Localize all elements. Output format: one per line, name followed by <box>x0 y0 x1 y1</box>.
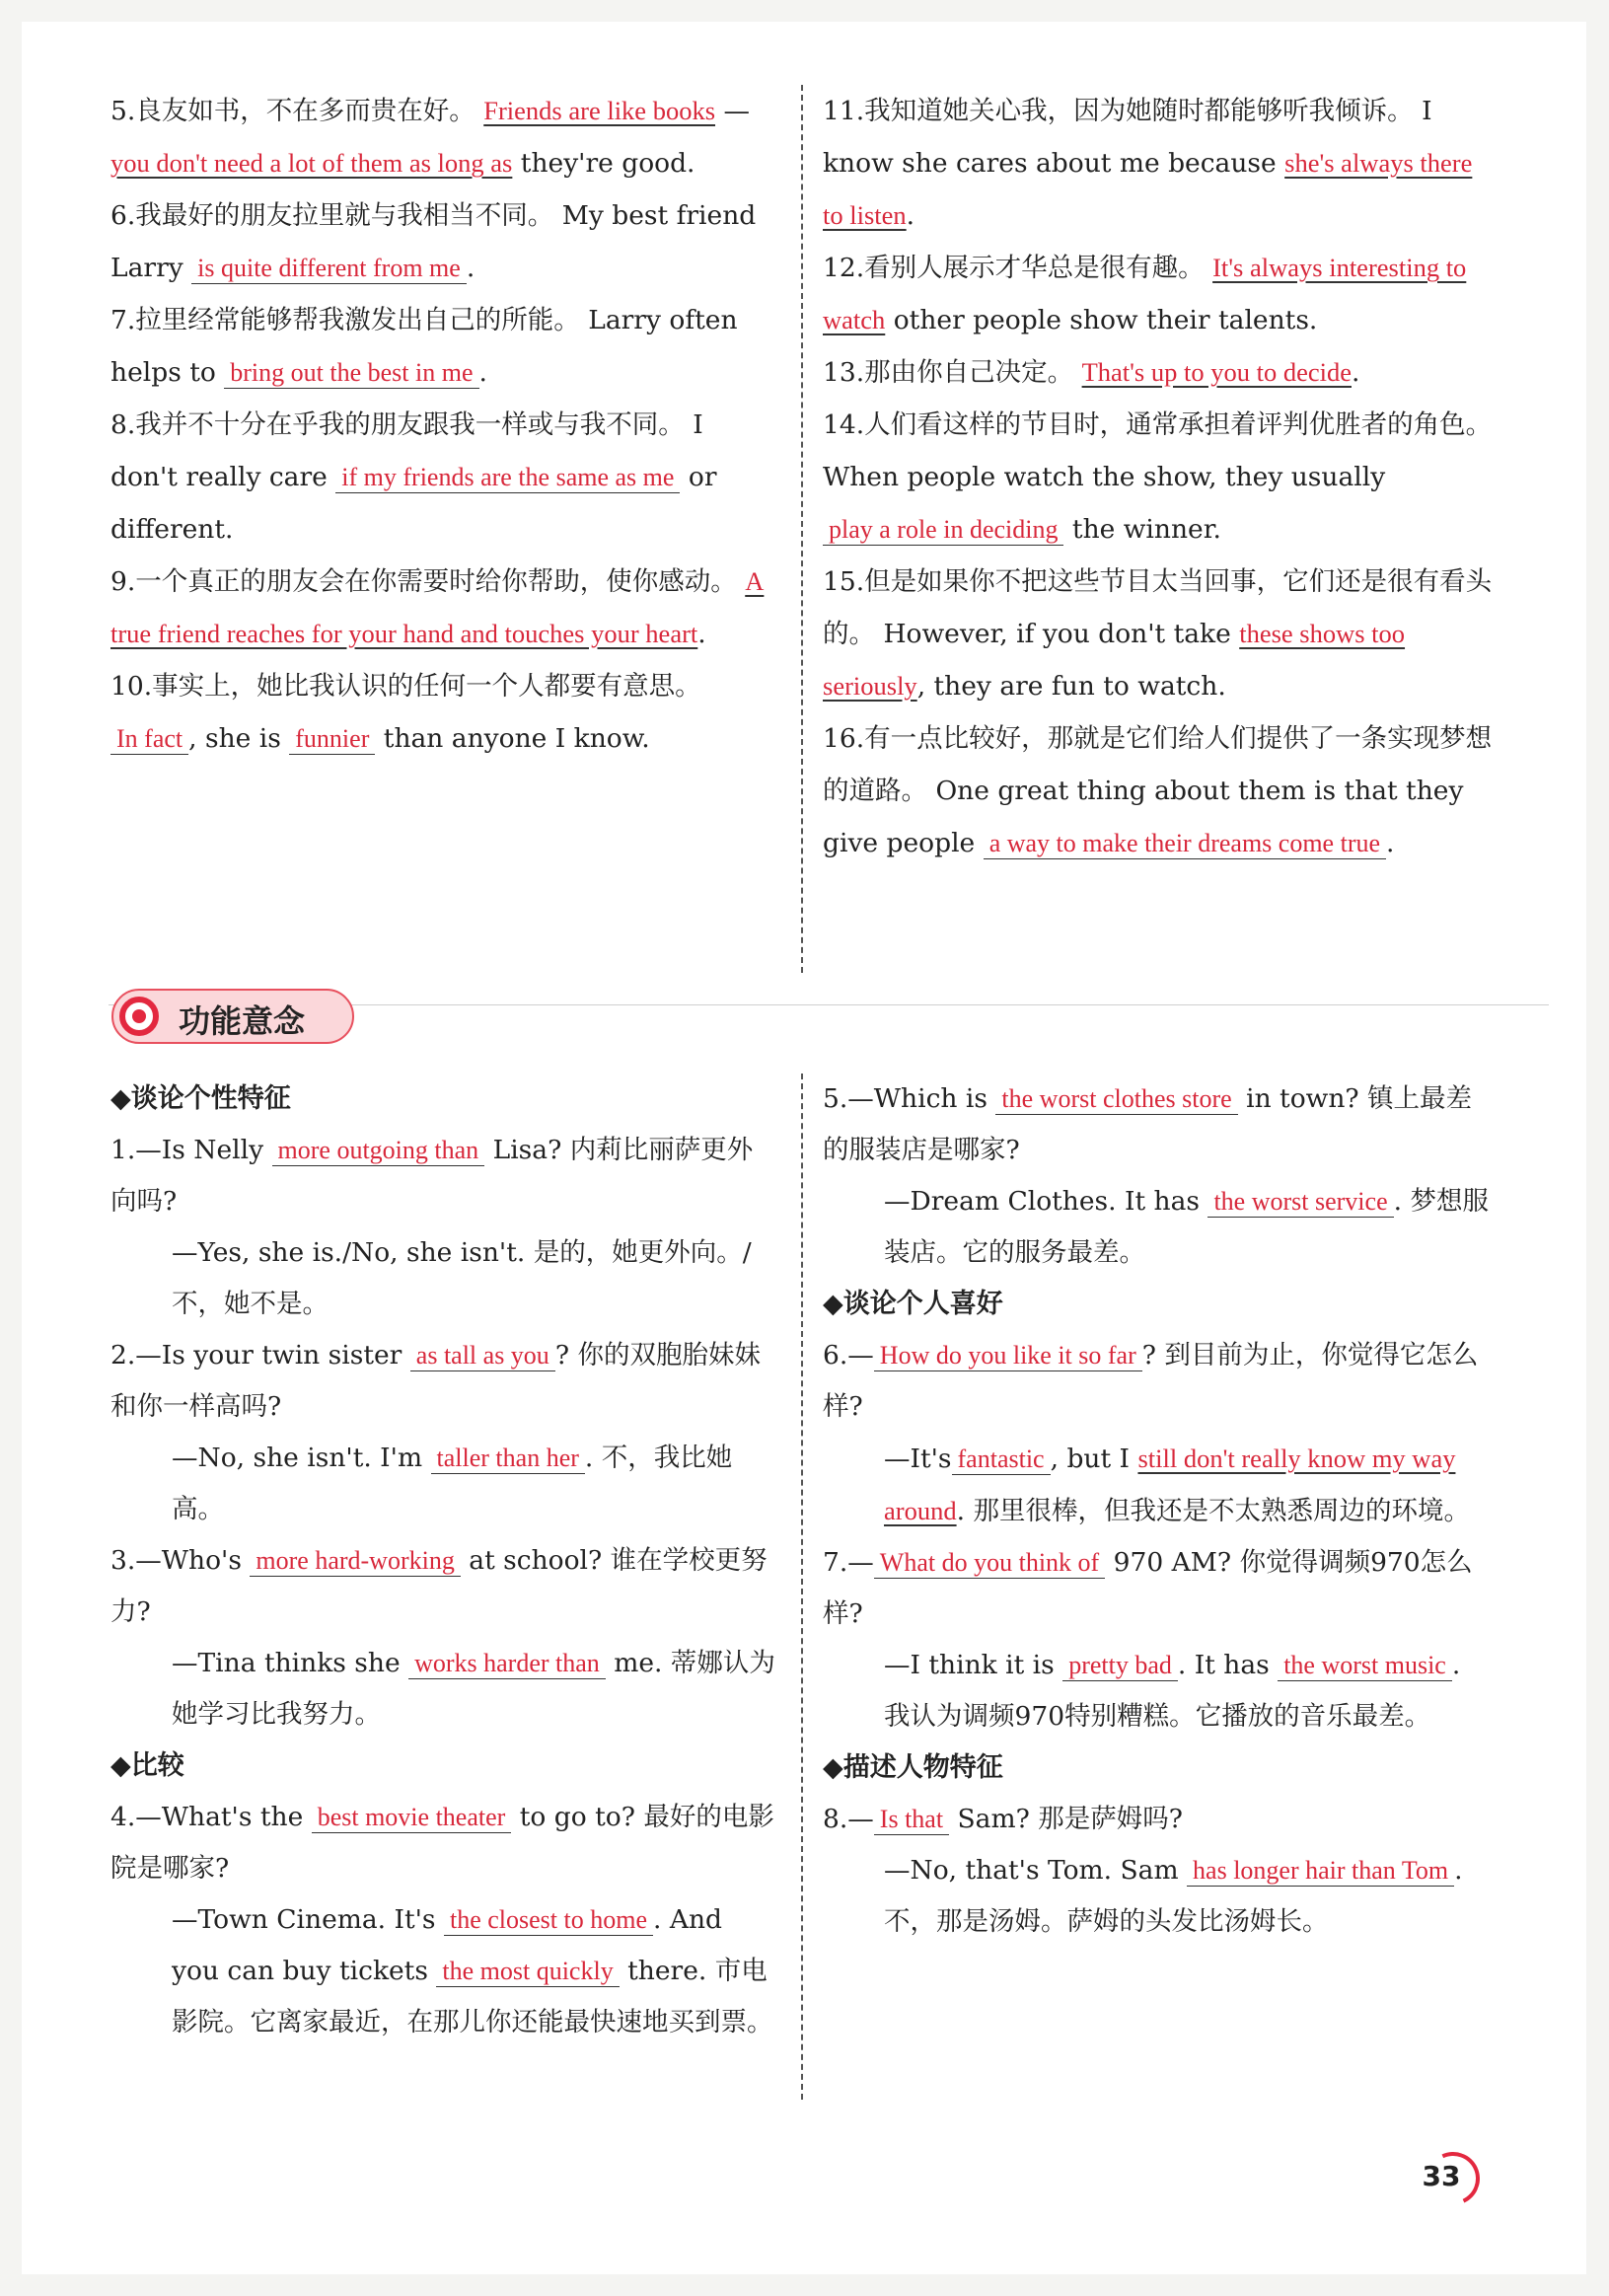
answer-blank[interactable]: works harder than <box>408 1649 606 1679</box>
section-title-badge <box>111 989 354 1044</box>
item-10: 10.事实上，她比我认识的任何一个人都要有意思。 In fact , she is funnier than anyone I know. <box>110 671 701 754</box>
answer-blank[interactable]: best movie theater <box>312 1803 512 1833</box>
dialog-8: 8.— Is that Sam? 那是萨姆吗? <box>823 1804 1183 1834</box>
item-16: 16.有一点比较好，那就是它们给人们提供了一条实现梦想的道路。 One great thing about them is that they give people a way to make their dreams come true . <box>823 723 1493 858</box>
answer-blank[interactable]: as tall as you <box>410 1341 555 1371</box>
part2-left-column <box>110 1074 776 2048</box>
answer-blank[interactable]: It's always interesting to watch <box>823 253 1467 334</box>
subhead-personality: ◆谈论个性特征 <box>110 1083 291 1114</box>
answer-blank[interactable]: pretty bad <box>1062 1651 1178 1681</box>
dialog-4-reply: —Town Cinema. It's the closest to home . And you can buy tickets the most quickly there. 市电影院。它离家最近，在那儿你还能最快速地买到票。 <box>172 1904 773 2037</box>
item-9: 9.一个真正的朋友会在你需要时给你帮助，使你感动。 A true friend reaches for your hand and touches your heart. <box>110 566 765 649</box>
answer-blank[interactable]: That's up to you to decide <box>1081 357 1352 387</box>
column-divider <box>801 85 803 973</box>
answer-blank[interactable]: Friends are like books <box>483 96 716 125</box>
dialog-7: 7.— What do you think of 970 AM? 你觉得调频970怎么样? <box>823 1547 1473 1629</box>
item-12: 12.看别人展示才华总是很有趣。 It's always interesting to watch other people show their talents. <box>823 253 1467 335</box>
answer-blank[interactable]: you don't need a lot of them as long as <box>110 148 513 178</box>
answer-blank[interactable]: bring out the best in me <box>224 358 478 389</box>
dialog-5-reply: —Dream Clothes. It has the worst service . 梦想服装店。它的服务最差。 <box>884 1186 1489 1268</box>
answer-blank[interactable]: What do you think of <box>874 1548 1105 1579</box>
item-5: 5.良友如书，不在多而贵在好。 Friends are like books — you don't need a lot of them as long as they're good. <box>110 96 750 179</box>
answer-blank[interactable]: play a role in deciding <box>823 515 1063 546</box>
answer-blank[interactable]: A true friend reaches for your hand and touches your heart <box>110 566 765 648</box>
answer-blank[interactable]: funnier <box>289 724 375 755</box>
subhead-preference: ◆谈论个人喜好 <box>823 1289 1003 1319</box>
item-15: 15.但是如果你不把这些节目太当回事，它们还是很有看头的。 However, if you don't take these shows too seriously, they are fun to watch. <box>823 566 1493 702</box>
part2-right-column <box>823 1074 1494 1948</box>
answer-blank[interactable]: Is that <box>874 1805 949 1835</box>
answer-blank[interactable]: How do you like it so far <box>874 1341 1142 1371</box>
item-6: 6.我最好的朋友拉里就与我相当不同。 My best friend Larry is quite different from me . <box>110 200 757 283</box>
dialog-1: 1.—Is Nelly more outgoing than Lisa? 内莉比丽萨更外向吗? <box>110 1135 754 1217</box>
dialog-7-reply: —I think it is pretty bad . It has the worst music . 我认为调频970特别糟糕。它播放的音乐最差。 <box>884 1650 1461 1732</box>
answer-blank[interactable]: the worst service <box>1207 1187 1393 1218</box>
answer-blank[interactable]: a way to make their dreams come true <box>984 829 1386 859</box>
dialog-3-reply: —Tina thinks she works harder than me. 蒂娜认为她学习比我努力。 <box>172 1648 775 1730</box>
dialog-1-reply: —Yes, she is./No, she isn't. 是的，她更外向。/不，她不是。 <box>172 1237 752 1319</box>
subhead-describe: ◆描述人物特征 <box>823 1752 1003 1783</box>
answer-blank[interactable]: the worst clothes store <box>995 1084 1237 1115</box>
answer-blank[interactable]: if my friends are the same as me <box>335 463 680 493</box>
dialog-6-reply: —It's fantastic , but I still don't really know my way around. 那里很棒，但我还是不太熟悉周边的环境。 <box>884 1444 1470 1526</box>
section-title: 功能意念 <box>179 1002 306 1040</box>
dialog-5: 5.—Which is the worst clothes store in town? 镇上最差的服装店是哪家? <box>823 1083 1473 1165</box>
answer-blank[interactable]: the worst music <box>1278 1651 1452 1681</box>
answer-blank[interactable]: the most quickly <box>436 1957 619 1987</box>
item-8: 8.我并不十分在乎我的朋友跟我一样或与我不同。 I don't really care if my friends are the same as me or different. <box>110 409 717 545</box>
item-11: 11.我知道她关心我，因为她随时都能够听我倾诉。 I know she cares about me because she's always there to listen. <box>823 96 1473 231</box>
dialog-6: 6.— How do you like it so far ? 到目前为止，你觉得它怎么样? <box>823 1340 1479 1422</box>
item-14: 14.人们看这样的节目时，通常承担着评判优胜者的角色。 When people watch the show, they usually play a role in deciding the winner. <box>823 409 1493 545</box>
dialog-2-reply: —No, she isn't. I'm taller than her . 不，我比她高。 <box>172 1443 733 1524</box>
subhead-compare: ◆比较 <box>110 1750 184 1781</box>
dialog-4: 4.—What's the best movie theater to go to? 最好的电影院是哪家? <box>110 1802 774 1884</box>
page-number: 33 <box>1411 2154 1472 2199</box>
answer-blank[interactable]: In fact <box>110 724 188 755</box>
answer-blank[interactable]: has longer hair than Tom <box>1187 1856 1454 1887</box>
answer-blank[interactable]: the closest to home <box>444 1905 653 1936</box>
dialog-2: 2.—Is your twin sister as tall as you ? 你的双胞胎妹妹和你一样高吗? <box>110 1340 761 1422</box>
column-divider <box>801 1074 803 2100</box>
item-13: 13.那由你自己决定。 That's up to you to decide. <box>823 357 1360 388</box>
answer-blank[interactable]: more outgoing than <box>272 1136 485 1166</box>
answer-blank[interactable]: she's always there to listen <box>823 148 1473 230</box>
dialog-8-reply: —No, that's Tom. Sam has longer hair than Tom . 不，那是汤姆。萨姆的头发比汤姆长。 <box>884 1855 1463 1937</box>
item-7: 7.拉里经常能够帮我激发出自己的所能。 Larry often helps to bring out the best in me . <box>110 305 738 388</box>
dialog-3: 3.—Who's more hard-working at school? 谁在学校更努力? <box>110 1545 768 1627</box>
answer-blank[interactable]: still don't really know my way around <box>884 1444 1456 1525</box>
answer-blank[interactable]: these shows too seriously <box>823 619 1406 701</box>
answer-blank[interactable]: more hard-working <box>250 1546 460 1577</box>
part1-right-column <box>823 85 1494 869</box>
answer-blank[interactable]: taller than her <box>431 1444 585 1474</box>
part1-left-column <box>110 85 776 765</box>
answer-blank[interactable]: is quite different from me <box>191 254 467 284</box>
target-icon <box>119 997 159 1036</box>
answer-blank[interactable]: fantastic <box>952 1444 1051 1475</box>
